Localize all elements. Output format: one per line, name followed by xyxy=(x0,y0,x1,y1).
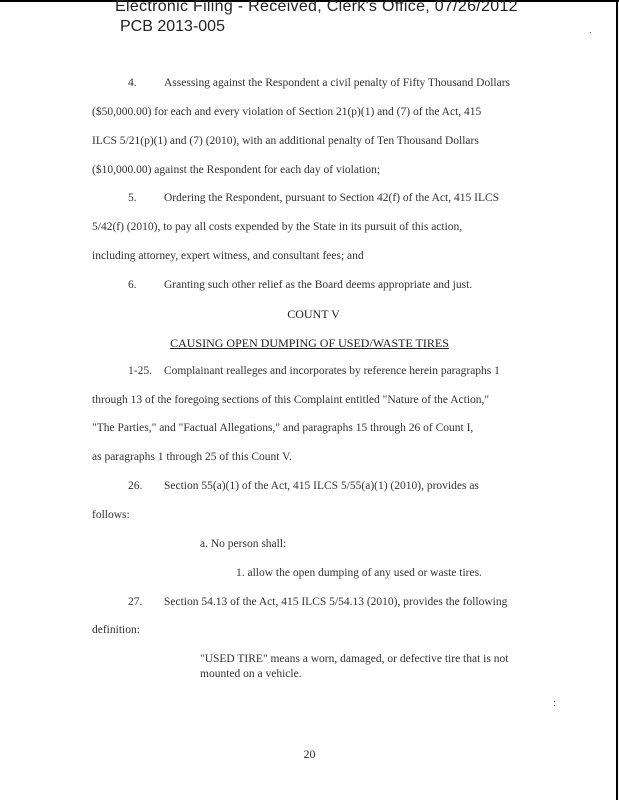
para1-25-number: 1-25. xyxy=(128,365,152,377)
count-title: COUNT V xyxy=(287,307,340,321)
scan-speck xyxy=(554,705,555,706)
para26-number: 26. xyxy=(128,480,143,492)
para1-25-line3: "The Parties," and "Factual Allegations," and paragraphs 15 through 26 of Count I, xyxy=(92,422,474,434)
para27-number: 27. xyxy=(128,596,143,608)
para4-number: 4. xyxy=(128,77,137,89)
para27-line1: Section 54.13 of the Act, 415 ILCS 5/54.13 (2010), provides the following xyxy=(164,596,508,608)
filing-stamp-line2: PCB 2013-005 xyxy=(120,18,225,35)
para26-quote-a: a. No person shall: xyxy=(200,538,287,550)
para1-25-line4: as paragraphs 1 through 25 of this Count V. xyxy=(92,451,292,463)
para5-number: 5. xyxy=(128,192,137,204)
para5-line2: 5/42(f) (2010), to pay all costs expended by the State in its pursuit of this action, xyxy=(92,221,463,233)
filing-stamp-line1: Electronic Filing - Received, Clerk's Office, 07/26/2012 xyxy=(115,0,518,15)
para26-quote-1: 1. allow the open dumping of any used or waste tires. xyxy=(236,567,482,579)
para26-line2: follows: xyxy=(92,509,130,521)
scan-speck xyxy=(554,701,555,702)
scan-speck xyxy=(590,32,591,33)
para6-line1: Granting such other relief as the Board deems appropriate and just. xyxy=(164,279,473,291)
para27-line2: definition: xyxy=(92,624,140,636)
para6-number: 6. xyxy=(128,279,137,291)
para1-25-line1: Complainant realleges and incorporates by reference herein paragraphs 1 xyxy=(164,365,500,377)
para4-line4: ($10,000.00) against the Respondent for each day of violation; xyxy=(92,164,381,176)
para4-line2: ($50,000.00) for each and every violation of Section 21(p)(1) and (7) of the Act, 415 xyxy=(92,106,482,118)
para5-line1: Ordering the Respondent, pursuant to Section 42(f) of the Act, 415 ILCS xyxy=(164,192,500,204)
count-subtitle: CAUSING OPEN DUMPING OF USED/WASTE TIRES xyxy=(170,336,449,350)
para5-line3: including attorney, expert witness, and consultant fees; and xyxy=(92,250,364,262)
para27-quote-line2: mounted on a vehicle. xyxy=(200,668,302,680)
para4-line1: Assessing against the Respondent a civil penalty of Fifty Thousand Dollars xyxy=(164,77,511,89)
para26-line1: Section 55(a)(1) of the Act, 415 ILCS 5/55(a)(1) (2010), provides as xyxy=(164,480,479,492)
para1-25-line2: through 13 of the foregoing sections of this Complaint entitled "Nature of the Action," xyxy=(92,394,490,406)
para4-line3: ILCS 5/21(p)(1) and (7) (2010), with an additional penalty of Ten Thousand Dollars xyxy=(92,135,479,147)
page-number: 20 xyxy=(303,747,316,761)
page-border-right xyxy=(616,0,618,800)
para27-quote-line1: "USED TIRE" means a worn, damaged, or defective tire that is not xyxy=(200,653,509,665)
